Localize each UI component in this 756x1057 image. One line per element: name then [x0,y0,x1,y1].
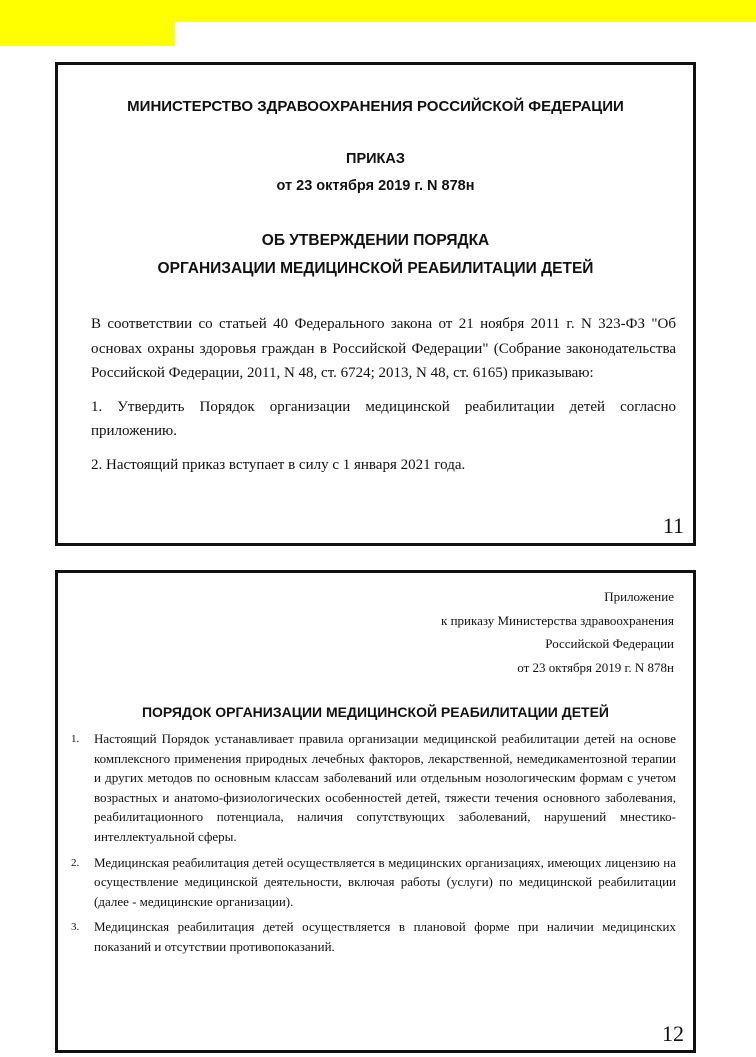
slide-order [55,62,696,546]
slide-procedure [55,570,696,1053]
appendix-line: Российской Федерации [545,636,674,651]
order-title-line1: ОБ УТВЕРЖДЕНИИ ПОРЯДКА [261,232,490,249]
order-label: ПРИКАЗ [346,151,405,167]
order-paragraph: 1. Утвердить Порядок организации медицинской реабилитации детей согласно приложению. [91,398,676,439]
list-item-number: 1. [71,733,80,745]
list-item-number: 3. [71,921,80,934]
appendix-note [441,585,674,679]
order-paragraph: 2. Настоящий приказ вступает в силу с 1 января 2021 года. [91,456,466,473]
order-body [91,312,676,486]
procedure-list [58,729,676,963]
order-date: от 23 октября 2019 г. N 878н [276,178,475,194]
list-item [58,917,676,956]
order-paragraph: В соответствии со статьей 40 Федерального закона от 21 ноября 2011 г. N 323-ФЗ "Об основах охраны здоровья граждан в Российской Федерации" (Собрание законодательства Российской Федерации, 2011, N 48, ст. 6724; 2013, N 48, ст. 6165) приказываю: [91,316,676,381]
appendix-line: к приказу Министерства здравоохранения [441,612,674,628]
page-number: 11 [662,513,684,538]
page-number: 12 [662,1021,684,1046]
list-item-text: Медицинская реабилитация детей осуществляется в медицинских организациях, имеющих лицензию на осуществление медицинской деятельности, включая работы (услуги) по медицинской реабилитации (далее - медицинские организации). [94,854,676,909]
ministry-heading: МИНИСТЕРСТВО ЗДРАВООХРАНЕНИЯ РОССИЙСКОЙ ФЕДЕРАЦИИ [127,98,624,115]
list-item [58,729,676,847]
list-item [58,853,676,912]
appendix-line: Приложение [604,589,674,604]
list-item-text: Настоящий Порядок устанавливает правила организации медицинской реабилитации детей на основе комплексного применения природных лечебных факторов, лекарственной, немедикаментозной терапии и других методов по основным классам заболеваний или отдельным нозологическим формам с учетом возрастных и анатомо-физиологических особенностей детей, тяжести течения основного заболевания, реабилитационного потенциала, наличия сопутствующих заболеваний, нарушений мнестико-интеллектуальной сферы. [94,731,676,844]
highlight-bar-short [0,22,175,46]
list-item-number: 2. [71,856,80,869]
procedure-title: ПОРЯДОК ОРГАНИЗАЦИИ МЕДИЦИНСКОЙ РЕАБИЛИТАЦИИ ДЕТЕЙ [141,704,609,720]
order-title-line2: ОРГАНИЗАЦИИ МЕДИЦИНСКОЙ РЕАБИЛИТАЦИИ ДЕТЕЙ [157,260,594,277]
list-item-text: Медицинская реабилитация детей осуществляется в плановой форме при наличии медицинских показаний и отсутствии противопоказаний. [94,919,676,954]
highlight-bar [0,0,756,22]
appendix-line: от 23 октября 2019 г. N 878н [517,659,674,675]
